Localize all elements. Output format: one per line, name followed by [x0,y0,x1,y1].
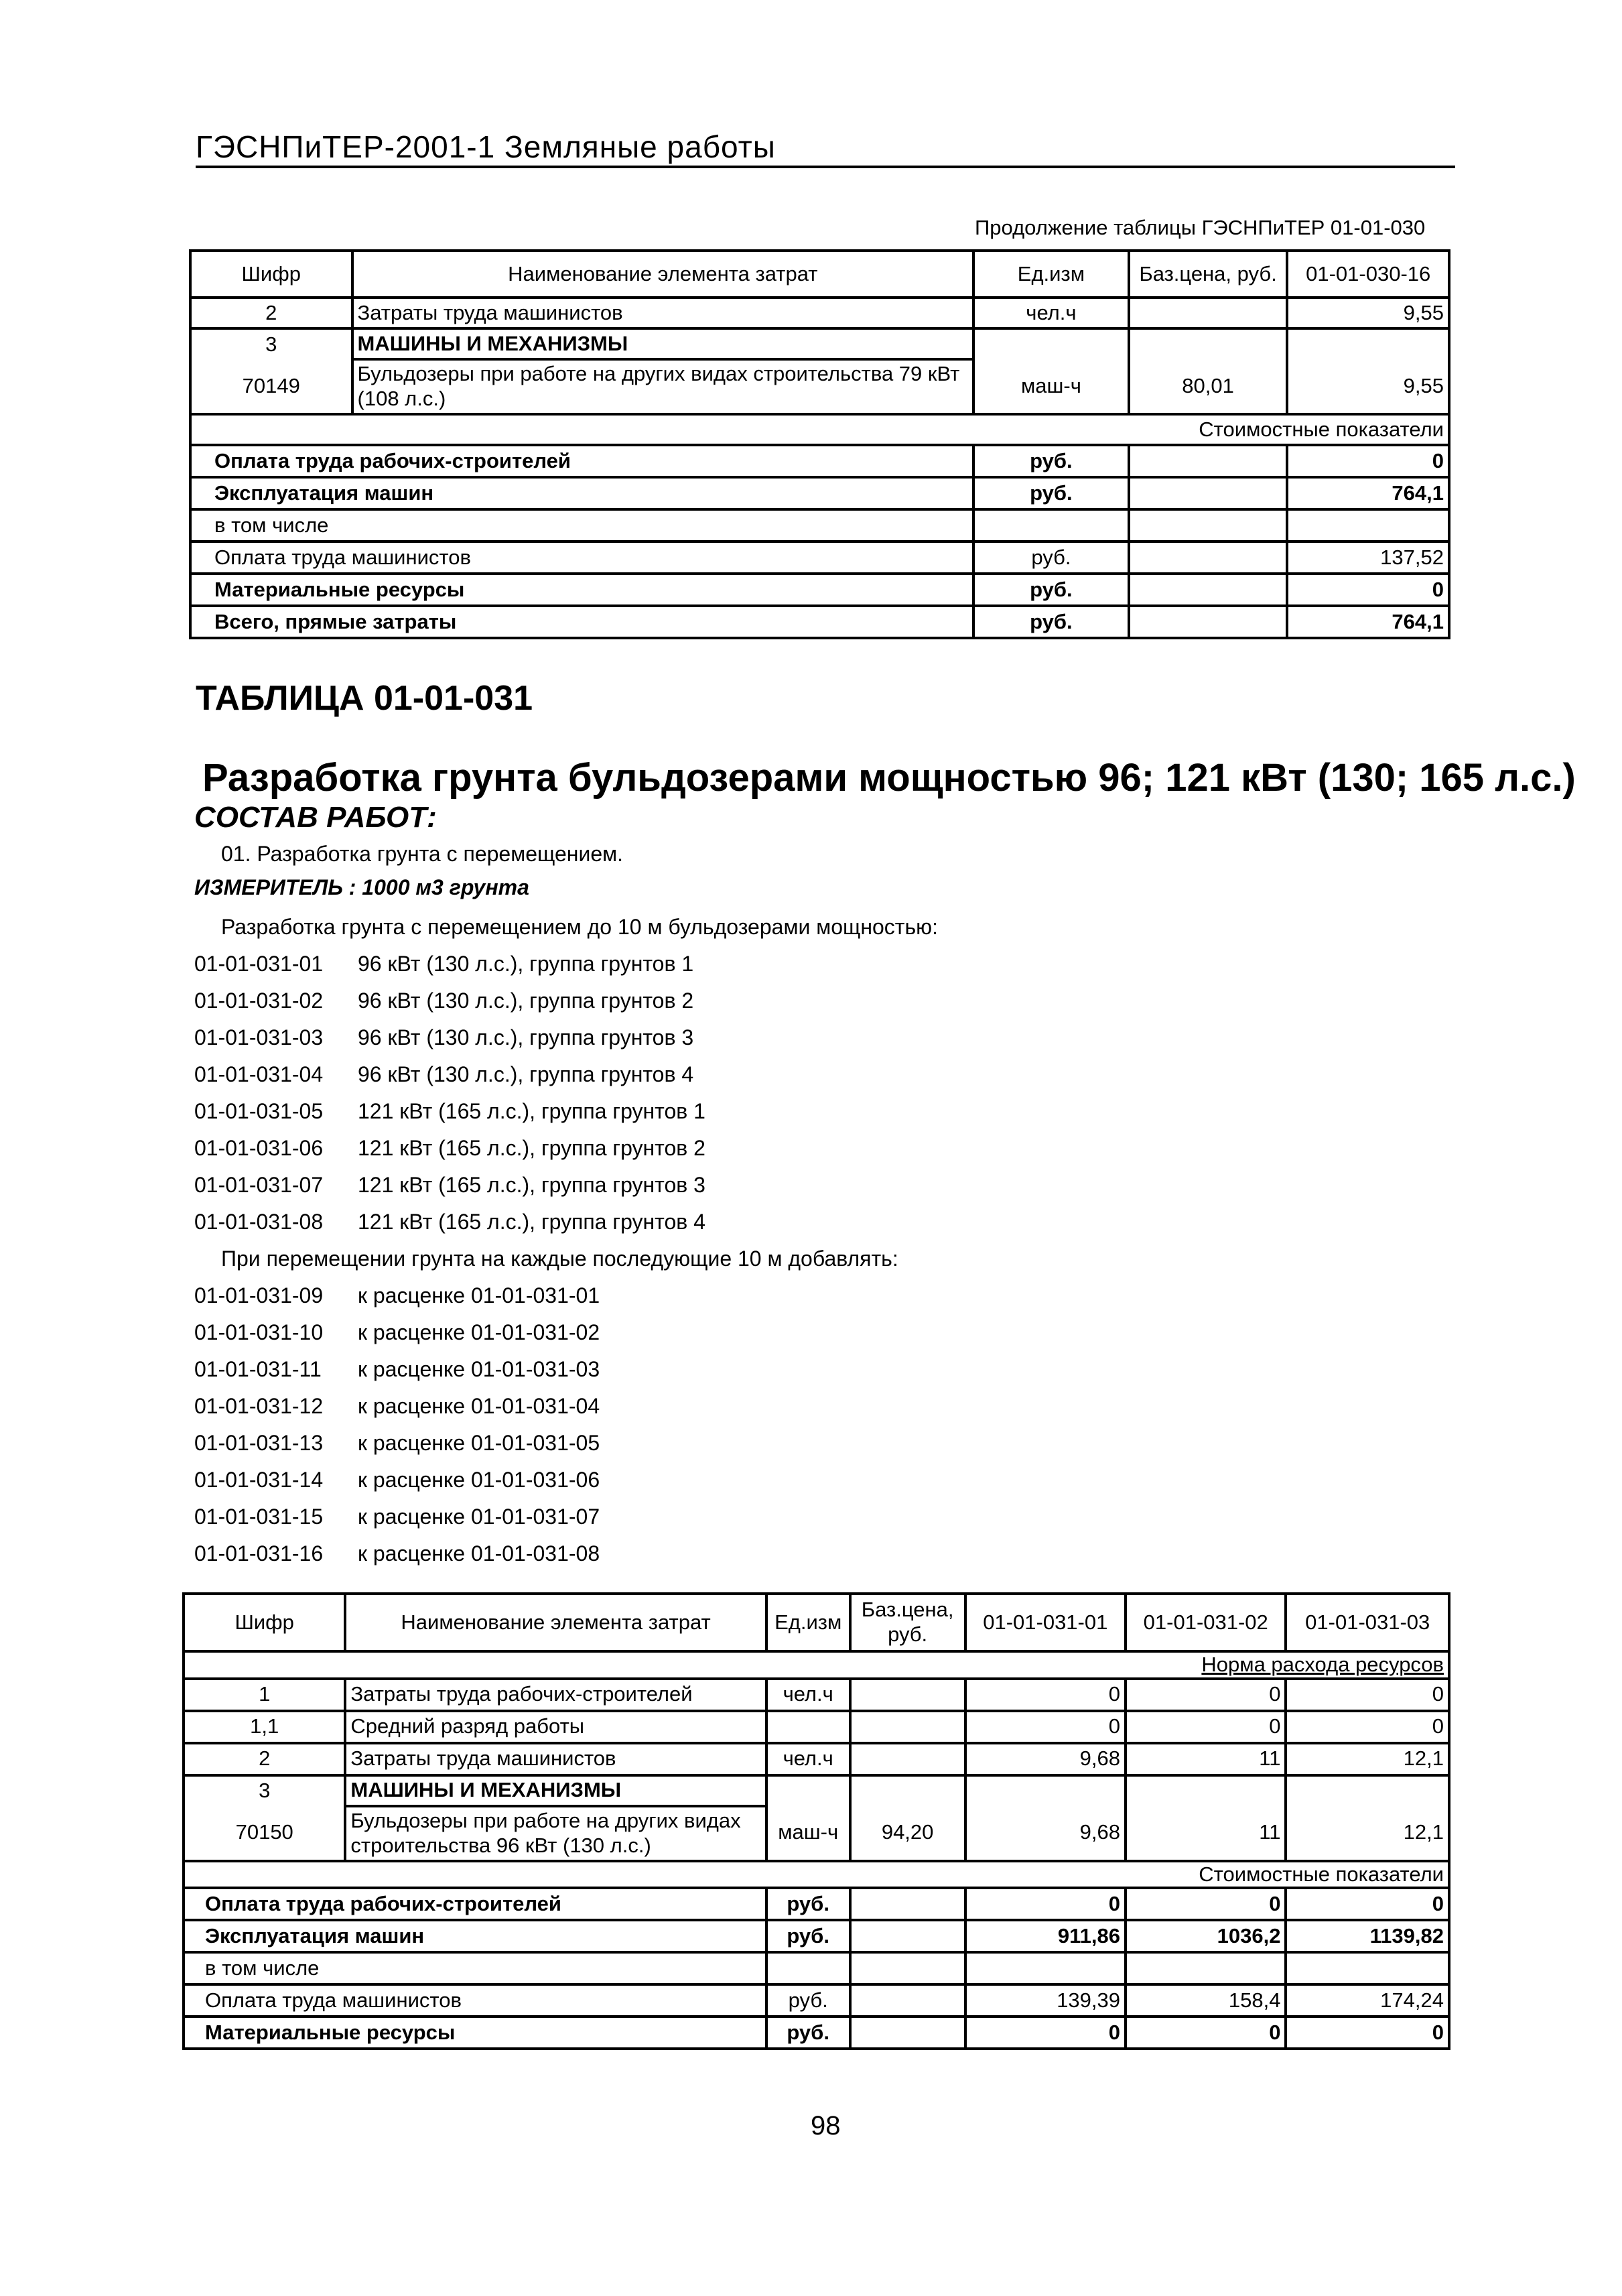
table2-header-row [184,1594,1449,1651]
row-price [850,1775,965,1806]
row-value: 9,55 [1287,359,1449,414]
cost-price [850,2017,965,2049]
list-item-code: 01-01-031-05 [194,1099,324,1123]
cost-unit: руб. [766,2017,850,2049]
cost-value-1: 0 [965,2017,1126,2049]
cost-value-1 [965,1952,1126,1984]
list-item-code: 01-01-031-09 [194,1283,324,1308]
cost-name: Материальные ресурсы [184,2017,766,2049]
norm-header-row [184,1651,1449,1679]
cost-unit: руб. [766,1984,850,2017]
row-name: Затраты труда рабочих-строителей [345,1679,766,1711]
list-item-desc: к расценке 01-01-031-06 [358,1468,600,1492]
row-code: 3 [184,1775,345,1806]
row-value-1: 0 [965,1679,1126,1711]
header-name: Наименование элемента затрат [352,251,974,298]
cost-price [1129,606,1288,638]
list-item-desc: к расценке 01-01-031-03 [358,1357,600,1381]
cost-row [184,1984,1449,2017]
row-value-3: 0 [1286,1679,1449,1711]
row-value-1: 9,68 [965,1806,1126,1861]
row-value: 9,55 [1287,298,1449,328]
cost-price [850,1984,965,2017]
cost-name: в том числе [190,509,973,541]
cost-price [850,1888,965,1920]
cost-price [1129,509,1288,541]
row-price: 80,01 [1129,359,1288,414]
list-item-code: 01-01-031-12 [194,1394,324,1418]
page-number: 98 [811,2111,841,2141]
table-row [190,328,1449,359]
cost-name: Материальные ресурсы [190,574,973,606]
row-unit [766,1711,850,1743]
row-value-1: 9,68 [965,1743,1126,1775]
cost-price [1129,477,1288,509]
header-name: Наименование элемента затрат [345,1594,766,1651]
row-value-1 [965,1775,1126,1806]
list-item-desc: к расценке 01-01-031-02 [358,1320,600,1344]
table-row [190,359,1449,414]
cost-value-2 [1126,1952,1286,1984]
list-item-code: 01-01-031-15 [194,1505,324,1529]
cost-unit: руб. [973,445,1129,477]
row-value-2 [1126,1775,1286,1806]
row-code: 70150 [184,1806,345,1861]
header-code: Шифр [190,251,352,298]
row-unit: чел.ч [766,1679,850,1711]
list-item-code: 01-01-031-14 [194,1468,324,1492]
row-value-1: 0 [965,1711,1126,1743]
header-price: Баз.цена, руб. [850,1594,965,1651]
list-item-code: 01-01-031-08 [194,1210,324,1234]
sostav-item: 01. Разработка грунта с перемещением. [221,842,623,866]
row-unit [766,1775,850,1806]
cost-name: Оплата труда рабочих-строителей [184,1888,766,1920]
header-price: Баз.цена, руб. [1129,251,1288,298]
cost-value-3: 0 [1286,1888,1449,1920]
cost-value: 0 [1287,574,1449,606]
table1 [189,249,1450,639]
row-name: МАШИНЫ И МЕХАНИЗМЫ [345,1775,766,1806]
table1-header-row [190,251,1449,298]
list-item-code: 01-01-031-03 [194,1025,324,1049]
table-number-title: ТАБЛИЦА 01-01-031 [196,679,533,718]
cost-price [850,1952,965,1984]
cost-value-1: 139,39 [965,1984,1126,2017]
row-value-3: 12,1 [1286,1806,1449,1861]
cost-row [184,2017,1449,2049]
sostav-label: СОСТАВ РАБОТ: [194,801,437,834]
list-item-desc: к расценке 01-01-031-01 [358,1283,600,1308]
list-item-code: 01-01-031-06 [194,1136,324,1160]
cost-row [184,1888,1449,1920]
izmeritel: ИЗМЕРИТЕЛЬ : 1000 м3 грунта [194,875,529,899]
header-col1: 01-01-031-01 [965,1594,1126,1651]
table-row [184,1806,1449,1861]
list-item-desc: 96 кВт (130 л.с.), группа грунтов 1 [358,952,694,976]
list-item-code: 01-01-031-02 [194,988,324,1013]
cost-value-1: 0 [965,1888,1126,1920]
cost-name: Эксплуатация машин [190,477,973,509]
header-col1: 01-01-030-16 [1287,251,1449,298]
list-item-code: 01-01-031-04 [194,1062,324,1086]
row-value-2: 11 [1126,1743,1286,1775]
list-item-desc: 96 кВт (130 л.с.), группа грунтов 3 [358,1025,694,1049]
row-value-2: 0 [1126,1679,1286,1711]
table-row [184,1711,1449,1743]
cost-unit: руб. [766,1888,850,1920]
cost-value-2: 0 [1126,1888,1286,1920]
list-item-code: 01-01-031-01 [194,952,324,976]
row-value [1287,328,1449,359]
cost-unit: руб. [973,541,1129,574]
cost-row [190,606,1449,638]
cost-value: 137,52 [1287,541,1449,574]
cost-value: 764,1 [1287,477,1449,509]
cost-value-1: 911,86 [965,1920,1126,1952]
cost-value-3: 174,24 [1286,1984,1449,2017]
row-price [1129,298,1288,328]
cost-row [190,541,1449,574]
cost-name: Оплата труда машинистов [190,541,973,574]
cost-price [1129,574,1288,606]
table-row [184,1743,1449,1775]
row-name: Затраты труда машинистов [345,1743,766,1775]
list-item-code: 01-01-031-13 [194,1431,324,1455]
list-item-desc: к расценке 01-01-031-07 [358,1505,600,1529]
table-row [184,1775,1449,1806]
intro-text-2: При перемещении грунта на каждые последующие 10 м добавлять: [221,1247,898,1271]
cost-value [1287,509,1449,541]
row-name: Бульдозеры при работе на других видах строительства 96 кВт (130 л.с.) [345,1806,766,1861]
list-item-desc: к расценке 01-01-031-04 [358,1394,600,1418]
row-unit: чел.ч [766,1743,850,1775]
cost-price [850,1920,965,1952]
header-code: Шифр [184,1594,345,1651]
cost-row [184,1952,1449,1984]
row-code: 2 [190,298,352,328]
list-item-desc: 121 кВт (165 л.с.), группа грунтов 1 [358,1099,705,1123]
running-header: ГЭСНПиТЕР-2001-1 Земляные работы [196,129,776,164]
header-col2: 01-01-031-02 [1126,1594,1286,1651]
list-item-desc: к расценке 01-01-031-08 [358,1541,600,1566]
list-item-desc: 121 кВт (165 л.с.), группа грунтов 3 [358,1173,705,1197]
cost-value-2: 1036,2 [1126,1920,1286,1952]
cost-unit [766,1952,850,1984]
list-item-desc: 121 кВт (165 л.с.), группа грунтов 4 [358,1210,705,1234]
row-value-2: 11 [1126,1806,1286,1861]
cost-name: Всего, прямые затраты [190,606,973,638]
cost-name: в том числе [184,1952,766,1984]
row-code: 70149 [190,359,352,414]
cost-row [190,445,1449,477]
row-price [850,1679,965,1711]
intro-text-1: Разработка грунта с перемещением до 10 м бульдозерами мощностью: [221,915,939,939]
row-unit [973,328,1129,359]
table-row [184,1679,1449,1711]
row-code: 2 [184,1743,345,1775]
list-item-desc: 96 кВт (130 л.с.), группа грунтов 4 [358,1062,694,1086]
cost-unit: руб. [973,574,1129,606]
cost-row [190,574,1449,606]
row-price [1129,328,1288,359]
cost-value: 764,1 [1287,606,1449,638]
cost-value-3: 0 [1286,2017,1449,2049]
cost-price [1129,445,1288,477]
header-rule [196,166,1455,168]
section-title: Разработка грунта бульдозерами мощностью 96; 121 кВт (130; 165 л.с.) [202,756,1576,800]
table1-caption: Продолжение таблицы ГЭСНПиТЕР 01-01-030 [975,216,1426,239]
list-item-desc: к расценке 01-01-031-05 [358,1431,600,1455]
list-item-code: 01-01-031-11 [194,1357,322,1381]
cost-unit: руб. [973,606,1129,638]
cost-name: Оплата труда рабочих-строителей [190,445,973,477]
row-unit: маш-ч [973,359,1129,414]
row-price: 94,20 [850,1806,965,1861]
header-col3: 01-01-031-03 [1286,1594,1449,1651]
list-item-code: 01-01-031-16 [194,1541,324,1566]
row-name: Бульдозеры при работе на других видах строительства 79 кВт (108 л.с.) [352,359,974,414]
list-item-code: 01-01-031-10 [194,1320,324,1344]
cost-row [190,509,1449,541]
cost-header-row [184,1861,1449,1889]
list-item-code: 01-01-031-07 [194,1173,324,1197]
cost-unit: руб. [973,477,1129,509]
cost-name: Оплата труда машинистов [184,1984,766,2017]
cost-header: Стоимостные показатели [184,1861,1449,1889]
row-value-2: 0 [1126,1711,1286,1743]
cost-value-3 [1286,1952,1449,1984]
row-code: 1,1 [184,1711,345,1743]
header-unit: Ед.изм [766,1594,850,1651]
row-value-3: 12,1 [1286,1743,1449,1775]
cost-value-3: 1139,82 [1286,1920,1449,1952]
norm-header: Норма расхода ресурсов [184,1651,1449,1679]
row-value-3: 0 [1286,1711,1449,1743]
cost-name: Эксплуатация машин [184,1920,766,1952]
row-price [850,1743,965,1775]
row-code: 1 [184,1679,345,1711]
cost-unit [973,509,1129,541]
list-item-desc: 121 кВт (165 л.с.), группа грунтов 2 [358,1136,705,1160]
cost-header: Стоимостные показатели [190,414,1449,445]
row-name: МАШИНЫ И МЕХАНИЗМЫ [352,328,974,359]
table-row [190,298,1449,328]
row-unit: чел.ч [973,298,1129,328]
cost-row [190,477,1449,509]
row-name: Средний разряд работы [345,1711,766,1743]
row-code: 3 [190,328,352,359]
row-unit: маш-ч [766,1806,850,1861]
list-item-desc: 96 кВт (130 л.с.), группа грунтов 2 [358,988,694,1013]
cost-row [184,1920,1449,1952]
cost-value-2: 0 [1126,2017,1286,2049]
row-value-3 [1286,1775,1449,1806]
table2 [182,1592,1450,2050]
cost-value-2: 158,4 [1126,1984,1286,2017]
cost-unit: руб. [766,1920,850,1952]
cost-value: 0 [1287,445,1449,477]
cost-price [1129,541,1288,574]
header-unit: Ед.изм [973,251,1129,298]
row-name: Затраты труда машинистов [352,298,974,328]
row-price [850,1711,965,1743]
cost-header-row [190,414,1449,445]
